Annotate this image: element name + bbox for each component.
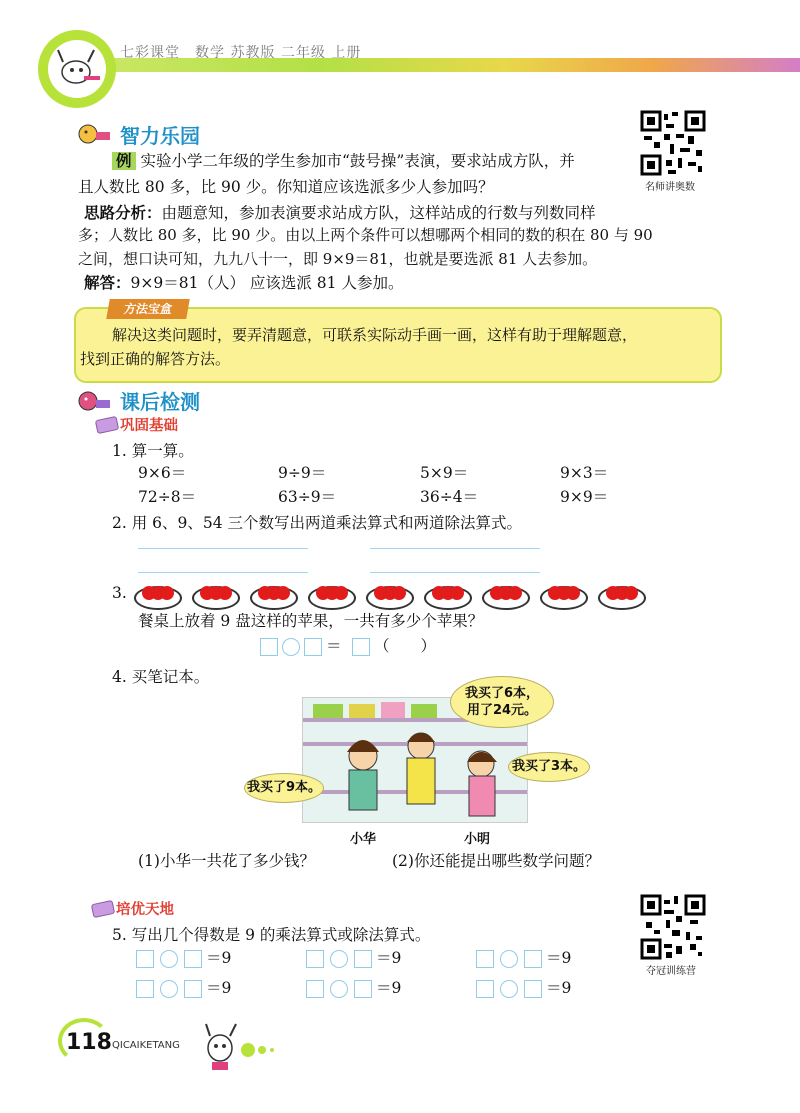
result-text: ＝9 xyxy=(206,979,232,997)
result-text: ＝9 xyxy=(546,949,572,967)
q1-r1-c4: 9×3＝ xyxy=(560,464,609,482)
footer-brand: QICAIKETANG xyxy=(112,1040,180,1051)
apple-plate-icon xyxy=(366,586,414,610)
sub-title-peiyou: 培优天地 xyxy=(116,902,174,918)
bubble-1-line-2: 用了24元。 xyxy=(466,703,538,718)
answer-box[interactable] xyxy=(352,638,370,656)
operator-circle[interactable] xyxy=(330,980,348,998)
q4-title: 4. 买笔记本。 xyxy=(112,668,210,686)
section-title-kehou: 课后检测 xyxy=(120,390,200,414)
operator-circle[interactable] xyxy=(282,638,300,656)
header-title: 七彩课堂 数学 苏教版 二年级 上册 xyxy=(120,45,362,61)
name-xiaoming: 小明 xyxy=(464,832,491,847)
q1-r2-c1: 72÷8＝ xyxy=(138,488,197,506)
method-line-2: 找到正确的解答方法。 xyxy=(80,350,231,368)
answer-box[interactable] xyxy=(260,638,278,656)
bubble-1-line-1: 我买了6本， xyxy=(464,686,540,701)
header-mascot-icon xyxy=(48,40,106,98)
sub-title-gonggu: 巩固基础 xyxy=(120,418,178,434)
speech-bubble-2: 我买了9本。 xyxy=(244,773,324,803)
after-class-icon xyxy=(76,388,112,418)
q5-equation xyxy=(306,978,426,1000)
analysis-line-3: 之间，想口诀可知，九九八十一，即 9×9＝81，也就是要选派 81 人去参加。 xyxy=(78,250,598,268)
name-xiaohua: 小华 xyxy=(350,832,377,847)
unit-paren: （ ） xyxy=(374,637,437,655)
operator-circle[interactable] xyxy=(160,950,178,968)
analysis-line-2: 多；人数比 80 多，比 90 少。由以上两个条件可以想哪两个相同的数的积在 80 与 90 xyxy=(78,226,653,244)
apple-plate-icon xyxy=(424,586,472,610)
q1-r2-c4: 9×9＝ xyxy=(560,488,609,506)
answer-box[interactable] xyxy=(306,950,324,968)
answer-box[interactable] xyxy=(354,980,372,998)
q4-sub-1: (1)小华一共花了多少钱？ xyxy=(138,852,315,870)
apple-plate-icon xyxy=(598,586,646,610)
example-text-1: 实验小学二年级的学生参加市“鼓号操”表演，要求站成方队，并 xyxy=(140,152,575,170)
apple-plate-icon xyxy=(540,586,588,610)
answer-box[interactable] xyxy=(524,950,542,968)
apple-plate-icon xyxy=(250,586,298,610)
operator-circle[interactable] xyxy=(500,950,518,968)
equals-sign: ＝ xyxy=(326,637,342,655)
operator-circle[interactable] xyxy=(330,950,348,968)
q3-equation xyxy=(258,636,438,658)
q1-title: 1. 算一算。 xyxy=(112,442,194,460)
answer-box[interactable] xyxy=(136,980,154,998)
operator-circle[interactable] xyxy=(500,980,518,998)
q2-answer-line[interactable] xyxy=(370,572,540,573)
q2-answer-line[interactable] xyxy=(370,548,540,549)
q2-answer-line[interactable] xyxy=(138,548,308,549)
eraser-icon xyxy=(91,900,115,918)
answer-line xyxy=(84,270,403,296)
result-text: ＝9 xyxy=(376,979,402,997)
q5-equation xyxy=(476,948,596,970)
qr-code-icon xyxy=(640,894,706,960)
footer-mascot-icon xyxy=(198,1018,288,1078)
qr-caption: 名师讲奥数 xyxy=(645,182,695,193)
q5-equation xyxy=(136,978,256,1000)
answer-box[interactable] xyxy=(184,950,202,968)
apple-plate-icon xyxy=(482,586,530,610)
q5-equation xyxy=(306,948,426,970)
q4-sub-2: (2)你还能提出哪些数学问题？ xyxy=(392,852,600,870)
section-title-zhili: 智力乐园 xyxy=(120,124,200,148)
eraser-icon xyxy=(95,416,119,434)
q3-text: 餐桌上放着 9 盘这样的苹果，一共有多少个苹果？ xyxy=(138,612,484,630)
q1-r2-c3: 36÷4＝ xyxy=(420,488,479,506)
example-line-1 xyxy=(112,148,632,174)
q3-number: 3. xyxy=(112,584,127,602)
q5-equation xyxy=(136,948,256,970)
apple-plate-icon xyxy=(134,586,182,610)
apple-plates xyxy=(134,580,664,608)
speech-bubble-3: 我买了3本。 xyxy=(508,752,590,782)
q1-r2-c2: 63÷9＝ xyxy=(278,488,337,506)
operator-circle[interactable] xyxy=(160,980,178,998)
example-tag: 例 xyxy=(112,152,136,170)
answer-box[interactable] xyxy=(524,980,542,998)
answer-box[interactable] xyxy=(306,980,324,998)
result-text: ＝9 xyxy=(206,949,232,967)
example-line-2: 且人数比 80 多，比 90 少。你知道应该选派多少人参加吗？ xyxy=(78,178,494,196)
method-tag: 方法宝盒 xyxy=(106,299,190,319)
apple-plate-icon xyxy=(308,586,356,610)
answer-box[interactable] xyxy=(354,950,372,968)
answer-box[interactable] xyxy=(136,950,154,968)
q1-r1-c2: 9÷9＝ xyxy=(278,464,327,482)
q5-equation xyxy=(476,978,596,1000)
q5-title: 5. 写出几个得数是 9 的乘法算式或除法算式。 xyxy=(112,926,431,944)
answer-label: 解答： xyxy=(84,274,131,292)
qr-code-icon xyxy=(640,110,706,176)
answer-text: 9×9＝81（人） 应该选派 81 人参加。 xyxy=(130,274,404,292)
answer-box[interactable] xyxy=(476,950,494,968)
answer-box[interactable] xyxy=(184,980,202,998)
result-text: ＝9 xyxy=(546,979,572,997)
apple-plate-icon xyxy=(192,586,240,610)
analysis-text-1: 由题意知，参加表演要求站成方队，这样站成的行数与列数同样 xyxy=(161,204,596,222)
q1-r1-c3: 5×9＝ xyxy=(420,464,469,482)
speech-bubble-1 xyxy=(450,676,554,728)
qr-caption-2: 夺冠训练营 xyxy=(646,966,696,977)
q2-title: 2. 用 6、9、54 三个数写出两道乘法算式和两道除法算式。 xyxy=(112,514,523,532)
analysis-label: 思路分析： xyxy=(84,204,162,222)
q2-answer-line[interactable] xyxy=(138,572,308,573)
result-text: ＝9 xyxy=(376,949,402,967)
q1-r1-c1: 9×6＝ xyxy=(138,464,187,482)
page-number: 118 xyxy=(66,1030,112,1055)
answer-box[interactable] xyxy=(476,980,494,998)
smart-park-icon xyxy=(76,120,112,150)
answer-box[interactable] xyxy=(304,638,322,656)
method-line-1: 解决这类问题时，要弄清题意，可联系实际动手画一画，这样有助于理解题意， xyxy=(112,326,638,344)
